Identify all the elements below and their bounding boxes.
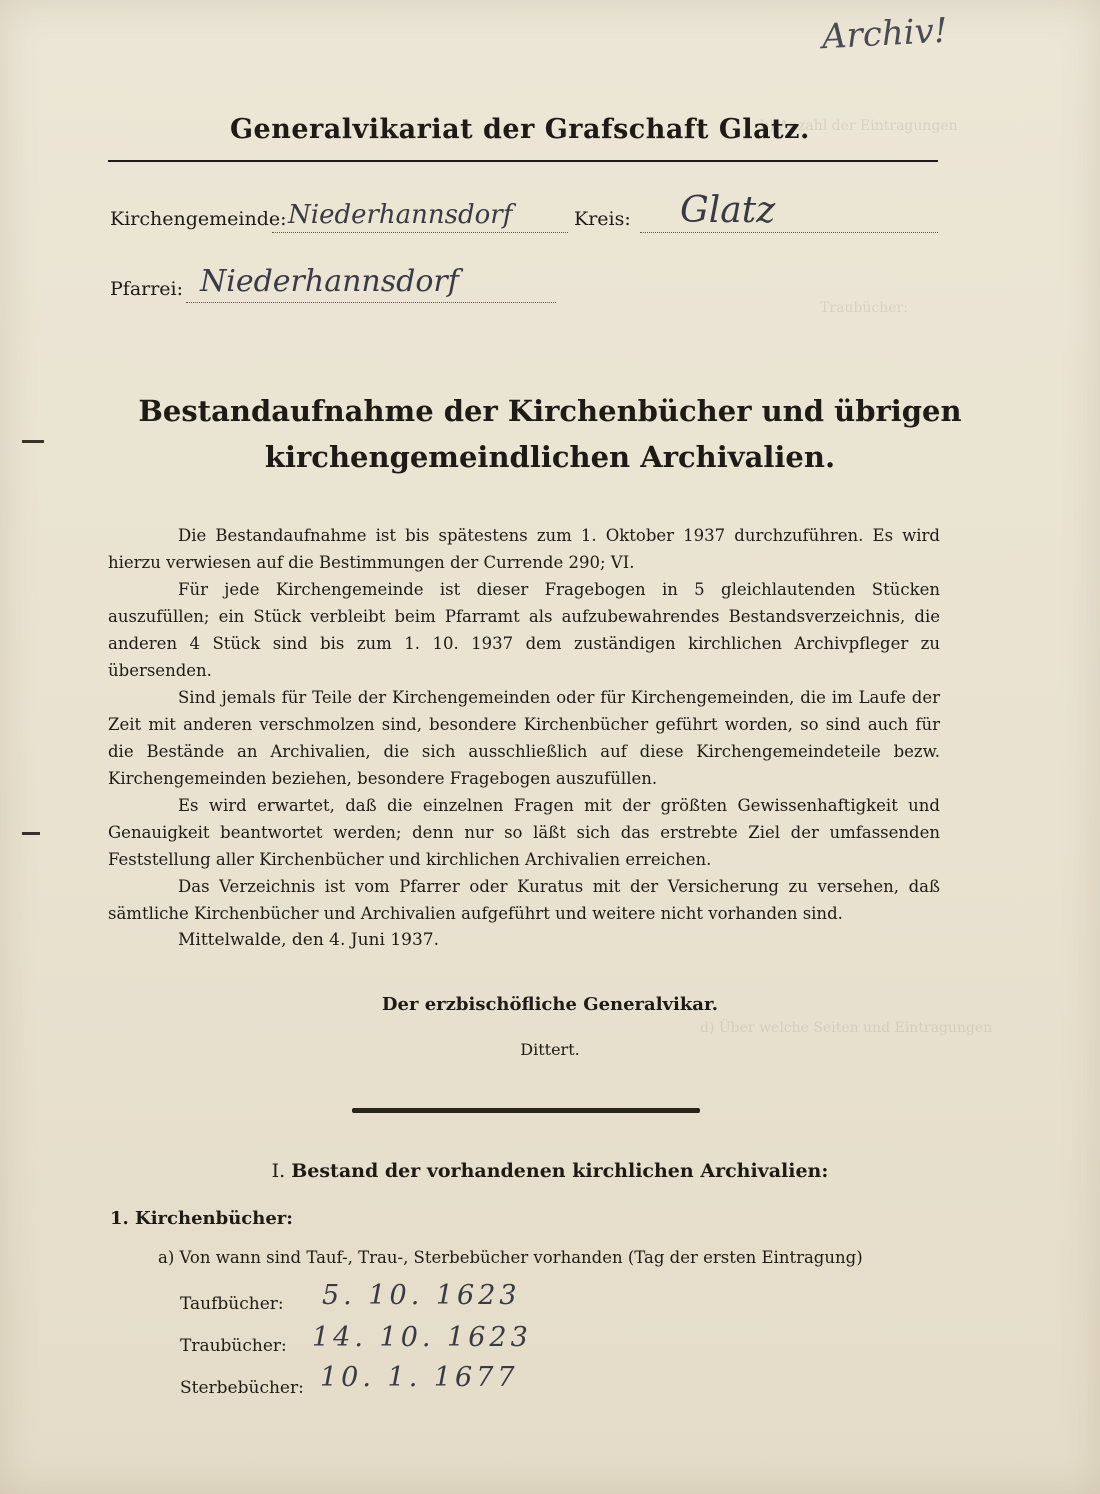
parish-community-label: Kirchengemeinde: <box>110 208 287 230</box>
signer-title: Der erzbischöfliche Generalvikar. <box>381 994 719 1015</box>
parish-label: Pfarrei: <box>110 278 184 300</box>
signer-name: Dittert. <box>520 1040 580 1059</box>
header-rule <box>108 160 938 162</box>
bleed-through-text: Traubücher: <box>820 300 908 316</box>
main-title-line-2: kirchengemeindlichen Archivalien. <box>264 440 836 474</box>
parish-community-dotted-line <box>272 232 568 233</box>
date-line: Mittelwalde, den 4. Juni 1937. <box>178 930 440 950</box>
instruction-paragraph-5: Das Verzeichnis ist vom Pfarrer oder Kuratus mit der Versicherung zu versehen, daß sämtliche Kirchenbücher und Archivalien aufgeführt und weitere nicht vorhanden sind. <box>108 877 940 923</box>
church-books-heading: 1. Kirchenbücher: <box>110 1208 293 1229</box>
main-title-line-1: Bestandaufnahme der Kirchenbücher und übrigen <box>138 394 962 428</box>
instructions-body <box>108 522 940 927</box>
instruction-paragraph-2: Für jede Kirchengemeinde ist dieser Fragebogen in 5 gleichlautenden Stücken auszufüllen; ein Stück verbleibt beim Pfarramt als aufzubewahrendes Bestandsverzeichnis, die anderen 4 Stück sind bis zum 1. 10. 1937 dem zuständigen kirchlichen Archivpfleger zu übersenden. <box>108 580 940 680</box>
district-dotted-line <box>640 232 938 233</box>
marriage-books-label: Traubücher: <box>180 1336 287 1356</box>
office-title: Generalvikariat der Grafschaft Glatz. <box>230 114 810 145</box>
death-books-date: 10. 1. 1677 <box>320 1362 519 1393</box>
marriage-books-date: 14. 10. 1623 <box>312 1322 532 1353</box>
section-heading <box>0 1160 1100 1182</box>
section-number: I. <box>271 1160 286 1182</box>
bleed-through-text: b) Anzahl der Eintragungen <box>760 118 958 134</box>
archive-annotation: Archiv! <box>821 10 949 58</box>
parish-dotted-line <box>186 302 556 303</box>
parish-community-value: Niederhannsdorf <box>288 200 513 230</box>
baptism-books-date: 5. 10. 1623 <box>322 1280 521 1311</box>
parish-value: Niederhannsdorf <box>200 264 459 299</box>
question-a: a) Von wann sind Tauf-, Trau-, Sterbebücher vorhanden (Tag der ersten Eintragung) <box>158 1248 863 1267</box>
instruction-paragraph-4: Es wird erwartet, daß die einzelnen Fragen mit der größten Gewissenhaftigkeit und Genauigkeit beantwortet werden; denn nur so läßt sich das erstrebte Ziel der umfassenden Feststellung aller Kirchenbücher und kirchlichen Archivalien erreichen. <box>108 796 940 869</box>
section-title: Bestand der vorhandenen kirchlichen Archivalien: <box>291 1160 829 1182</box>
district-value: Glatz <box>680 190 776 231</box>
district-label: Kreis: <box>574 208 631 230</box>
section-divider <box>352 1108 700 1113</box>
edge-mark <box>22 832 40 835</box>
instruction-paragraph-3: Sind jemals für Teile der Kirchengemeinden oder für Kirchengemeinden, die im Laufe der Zeit mit anderen verschmolzen sind, besondere Kirchenbücher geführt worden, so sind auch für die Bestände an Archivalien, die sich ausschließlich auf diese Kirchengemeindeteile bezw. Kirchengemeinden beziehen, besondere Fragebogen auszufüllen. <box>108 688 940 788</box>
baptism-books-label: Taufbücher: <box>180 1294 284 1314</box>
death-books-label: Sterbebücher: <box>180 1378 304 1398</box>
instruction-paragraph-1: Die Bestandaufnahme ist bis spätestens zum 1. Oktober 1937 durchzuführen. Es wird hierzu verwiesen auf die Bestimmungen der Currende 290; VI. <box>108 526 940 572</box>
bleed-through-text: d) Über welche Seiten und Eintragungen <box>700 1020 993 1036</box>
